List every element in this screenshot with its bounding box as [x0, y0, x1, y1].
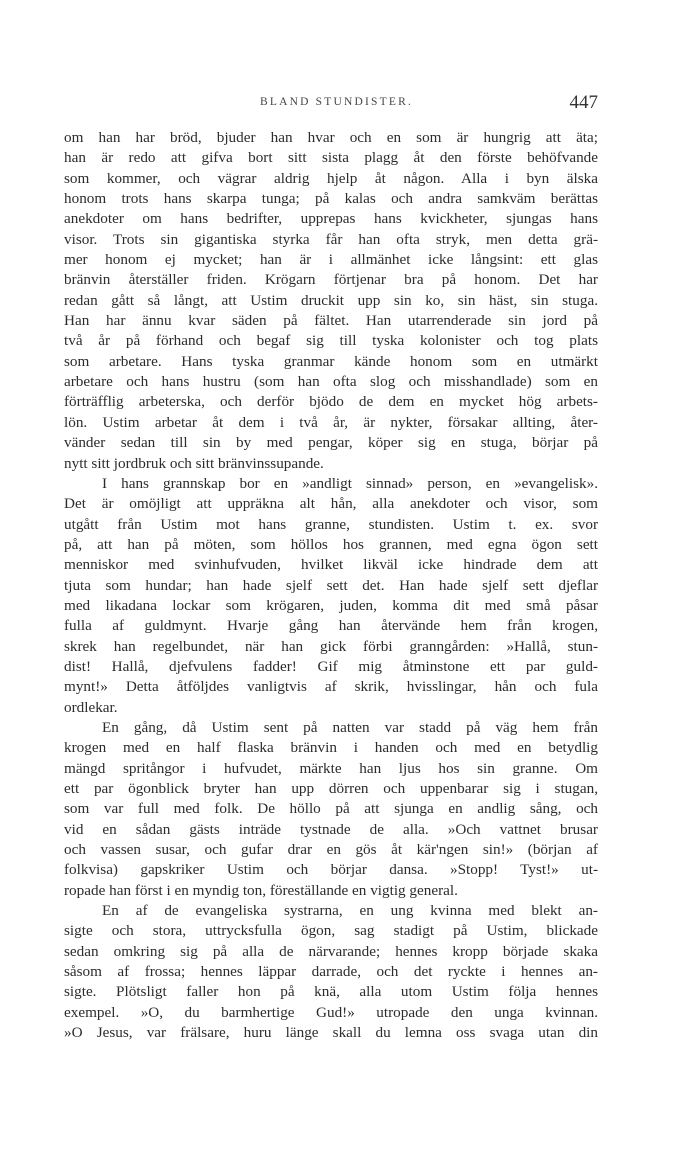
- text-line: skrek han regelbundet, när han gick förbi granngården: »Hallå, stun-: [64, 637, 598, 655]
- text-line: lön. Ustim arbetar åt dem i två år, är nykter, försakar allting, åter-: [64, 413, 598, 431]
- text-line: som arbetare. Hans tyska granmar kände honom som en utmärkt: [64, 352, 598, 370]
- text-line: mängd spritångor i hufvudet, märkte han ljus hos sin granne. Om: [64, 759, 598, 777]
- text-line: Han har ännu kvar säden på fältet. Han utarrenderade sin jord på: [64, 312, 598, 330]
- text-line: och vassen susar, och gufar drar en gös åt kär'ngen sin!» (början af: [64, 841, 598, 859]
- text-line: om han har bröd, bjuder han hvar och en som är hungrig att äta;: [64, 129, 598, 146]
- body-text: [64, 128, 598, 1043]
- text-line: tjuta som hundar; han hade sjelf sett det. Han hade sjelf sett djeflar: [64, 576, 598, 594]
- text-line: sedan omkring sig på alla de närvarande; hennes kropp började skaka: [64, 942, 598, 960]
- paragraph-1: [64, 128, 598, 474]
- text-line: på, att han på möten, som höllos hos grannen, med egna ögon sett: [64, 535, 598, 553]
- text-line: dist! Hallå, djefvulens fadder! Gif mig åtminstone ett par guld-: [64, 657, 598, 675]
- text-line: mynt!» Detta åtföljdes vanligtvis af skrik, hvisslingar, hån och fula: [64, 678, 598, 696]
- running-head: [64, 92, 598, 116]
- text-line: honom trots hans skarpa tunga; på kalas och andra samkväm berättas: [64, 190, 598, 208]
- text-line: två år på förhand och begaf sig till tyska kolonister och tog plats: [64, 332, 598, 350]
- text-line: ropade han först i en myndig ton, föreställande en vigtig general.: [64, 881, 458, 899]
- text-line: utgått från Ustim mot hans granne, stundisten. Ustim t. ex. svor: [64, 515, 598, 533]
- text-line: redan gått så långt, att Ustim druckit upp sin ko, sin häst, sin stuga.: [64, 291, 598, 309]
- text-line: I hans grannskap bor en »andligt sinnad» person, en »evangelisk».: [102, 474, 598, 492]
- text-line: ett par ögonblick bryter han upp dörren och uppenbarar sig i stugan,: [64, 780, 598, 797]
- text-line: förträfflig arbeterska, och derför bjödo de dem en mycket hög arbets-: [64, 393, 598, 411]
- text-line: ordlekar.: [64, 698, 118, 716]
- text-line: exempel. »O, du barmhertige Gud!» utropade den unga kvinnan.: [64, 1003, 598, 1021]
- text-line: fulla af guldmynt. Hvarje gång han återvände hem från krogen,: [64, 617, 598, 635]
- text-line: arbetare och hans hustru (som han ofta slog och misshandlade) som en: [64, 373, 598, 391]
- text-line: Det är omöjligt att uppräkna alt hån, alla anekdoter och visor, som: [64, 495, 598, 513]
- text-line: han är redo att gifva bort sitt sista plagg åt den förste behöfvande: [64, 149, 598, 167]
- paragraph-2: [64, 474, 598, 718]
- text-line: En gång, då Ustim sent på natten var stadd på väg hem från: [102, 718, 598, 736]
- page-number: 447: [569, 92, 598, 113]
- text-line: sigte och stora, uttrycksfulla ögon, sag stadigt på Ustim, blickade: [64, 922, 598, 940]
- text-line: som var full med folk. De höllo på att sjunga en andlig sång, och: [64, 800, 598, 818]
- text-line: anekdoter om hans bedrifter, upprepas hans kvickheter, sjungas hans: [64, 210, 598, 228]
- text-line: krogen med en half flaska bränvin i handen och med en betydlig: [64, 739, 598, 757]
- text-line: sigte. Plötsligt faller hon på knä, alla utom Ustim följa hennes: [64, 983, 598, 1001]
- text-line: vänder sedan till sin by med pengar, köper sig en stuga, börjar på: [64, 434, 598, 452]
- text-line: mer honom ej mycket; han är i allmänhet icke långsint: ett glas: [64, 251, 598, 269]
- text-line: nytt sitt jordbruk och sitt bränvinssupande.: [64, 454, 324, 472]
- text-line: menniskor med svinhufvuden, hvilket likväl icke hindrade dem att: [64, 556, 598, 574]
- text-line: som kommer, och vägrar aldrig hjelp åt någon. Alla i byn älska: [64, 169, 598, 187]
- text-line: vid en sådan gästs inträde tystnade de alla. »Och vattnet brusar: [64, 820, 598, 838]
- text-line: bränvin återställer friden. Krögarn förtjenar bra på honom. Det har: [64, 271, 598, 289]
- paragraph-4: [64, 901, 598, 1043]
- text-line: såsom af frossa; hennes läppar darrade, och det ryckte i hennes an-: [64, 963, 598, 981]
- running-head-title: BLAND STUNDISTER.: [260, 96, 414, 108]
- paragraph-3: [64, 718, 598, 901]
- text-line: »O Jesus, var frälsare, huru länge skall du lemna oss svaga utan din: [64, 1024, 598, 1042]
- text-line: En af de evangeliska systrarna, en ung kvinna med blekt an-: [102, 902, 598, 920]
- text-line: folkvisa) gapskriker Ustim och börjar dansa. »Stopp! Tyst!» ut-: [64, 861, 598, 879]
- text-line: med likadana lockar som krögaren, juden, komma dit med små påsar: [64, 596, 598, 614]
- text-line: visor. Trots sin gigantiska styrka får han ofta stryk, men detta grä-: [64, 230, 598, 248]
